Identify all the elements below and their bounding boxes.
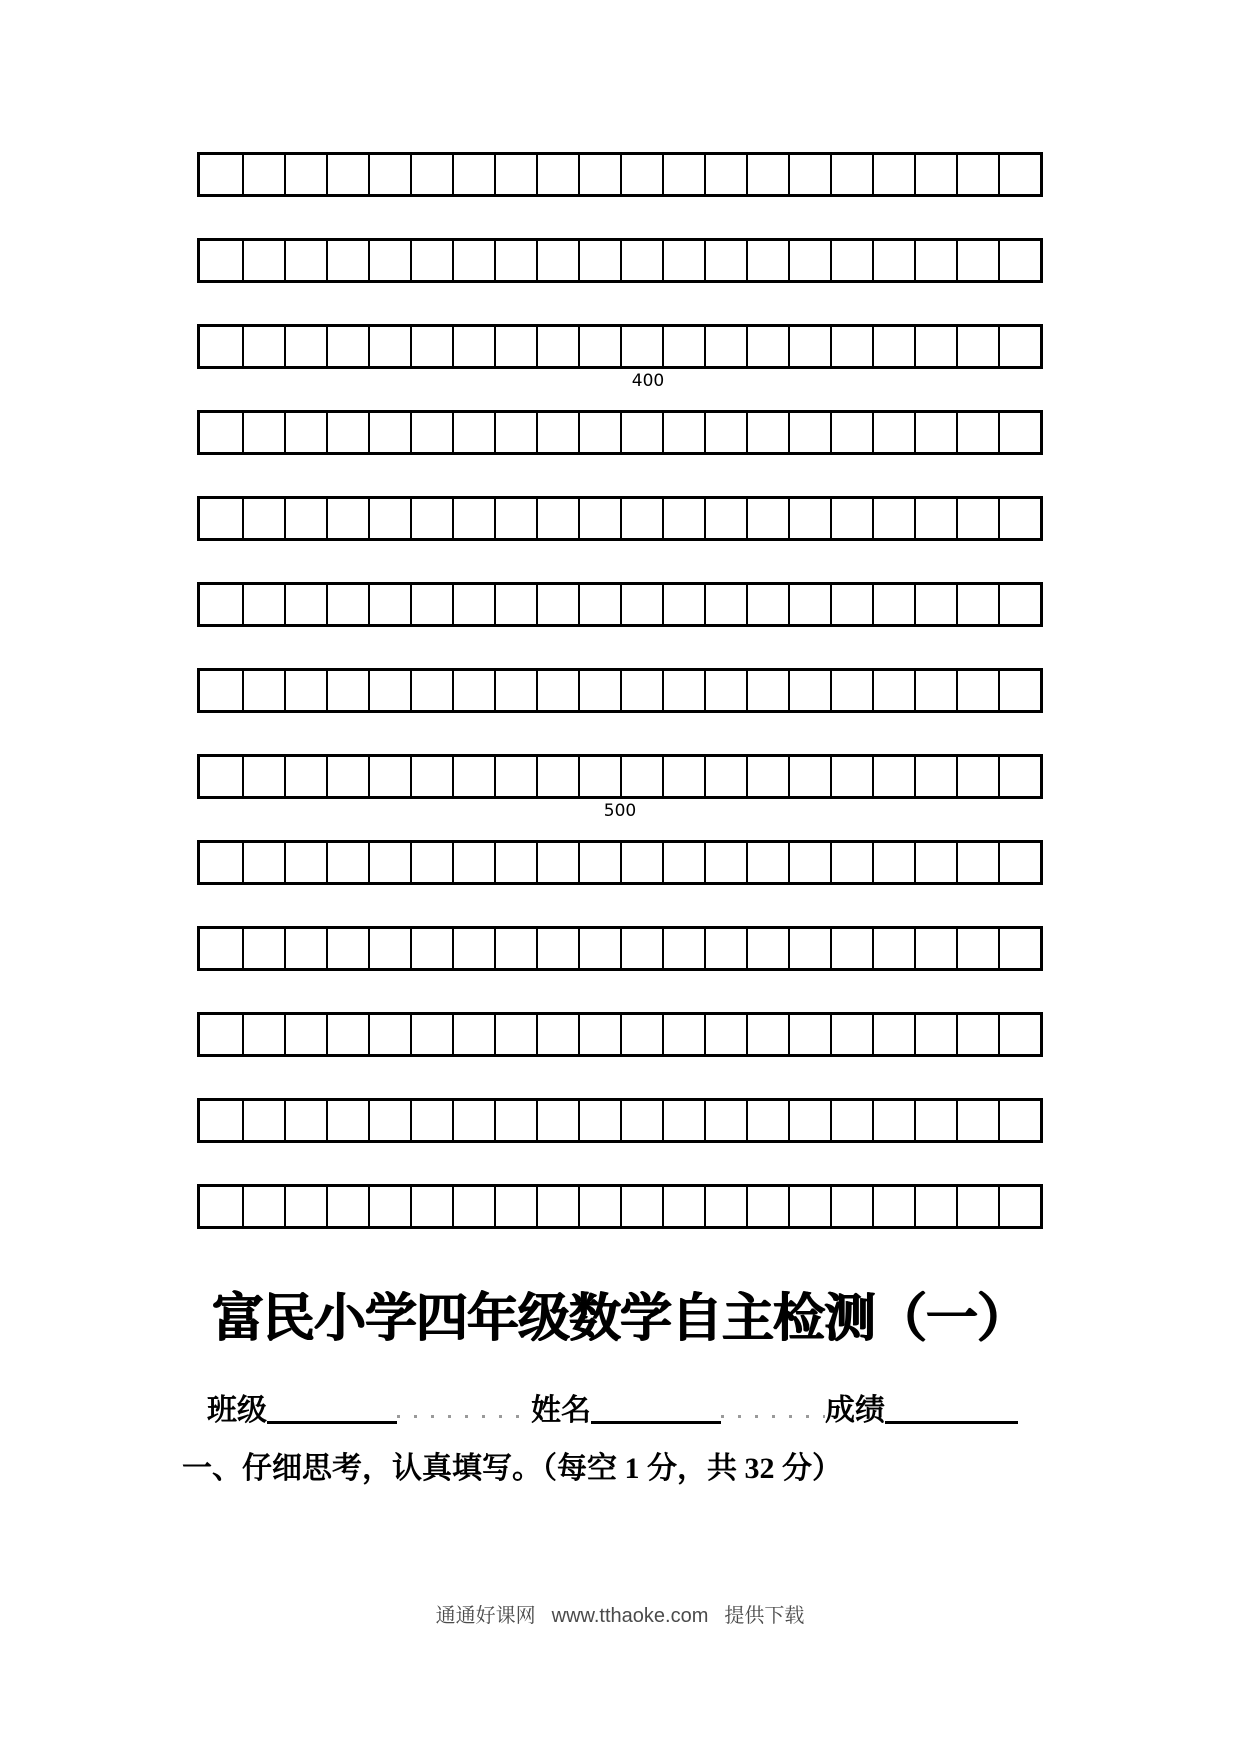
grid-cell (956, 671, 998, 710)
grid-row (197, 926, 1043, 971)
grid-cell (494, 843, 536, 882)
grid-row (197, 1012, 1043, 1057)
leader-dots (397, 1415, 531, 1418)
grid-cell (620, 327, 662, 366)
grid-cell (452, 327, 494, 366)
grid-cell (494, 1015, 536, 1054)
grid-cell (704, 1187, 746, 1226)
grid-cell (452, 671, 494, 710)
grid-cell (914, 155, 956, 194)
grid-cell (914, 241, 956, 280)
grid-cell (494, 585, 536, 624)
grid-cell (998, 327, 1040, 366)
grid-row (197, 324, 1043, 369)
grid-cell (326, 413, 368, 452)
grid-cell (662, 413, 704, 452)
grid-cell (704, 929, 746, 968)
grid-cell (242, 1101, 284, 1140)
grid-cell (620, 585, 662, 624)
section-heading: 一、仔细思考，认真填写。（每空 1 分，共 32 分） (182, 1452, 842, 1485)
grid-cell (494, 1187, 536, 1226)
grid-cell (578, 241, 620, 280)
grid-cell (578, 843, 620, 882)
grid-cell (368, 413, 410, 452)
grid-cell (368, 1015, 410, 1054)
grid-cell (956, 241, 998, 280)
grid-cell (620, 757, 662, 796)
grid-cell (830, 585, 872, 624)
grid-cell (830, 757, 872, 796)
name-field-label: 姓名 (531, 1394, 591, 1427)
grid-cell (494, 155, 536, 194)
grid-cell (662, 757, 704, 796)
grid-cell (956, 1187, 998, 1226)
grid-cell (956, 1101, 998, 1140)
grid-cell (578, 1101, 620, 1140)
grid-cell (998, 241, 1040, 280)
grid-cell (284, 1015, 326, 1054)
grid-cell (452, 499, 494, 538)
grid-cell (662, 671, 704, 710)
grid-cell (872, 327, 914, 366)
grid-cell (536, 843, 578, 882)
grid-cell (242, 499, 284, 538)
grid-cell (242, 585, 284, 624)
grid-cell (746, 413, 788, 452)
writing-grid (197, 152, 1043, 1270)
grid-cell (284, 241, 326, 280)
grid-cell (368, 671, 410, 710)
grid-cell (998, 585, 1040, 624)
grid-cell (200, 757, 242, 796)
grid-cell (872, 929, 914, 968)
student-info-row (207, 1392, 1018, 1426)
grid-cell (620, 241, 662, 280)
grid-cell (200, 843, 242, 882)
grid-cell (326, 929, 368, 968)
grid-cell (956, 757, 998, 796)
grid-cell (368, 1101, 410, 1140)
grid-cell (704, 499, 746, 538)
grid-cell (452, 585, 494, 624)
grid-cell (200, 1187, 242, 1226)
grid-cell (284, 757, 326, 796)
grid-cell (998, 671, 1040, 710)
grid-cell (704, 1101, 746, 1140)
grid-cell (200, 499, 242, 538)
grid-cell (200, 155, 242, 194)
grid-cell (746, 585, 788, 624)
grid-cell (242, 843, 284, 882)
grid-cell (704, 757, 746, 796)
grid-cell (662, 929, 704, 968)
grid-cell (704, 241, 746, 280)
grid-cell (704, 843, 746, 882)
grid-cell (830, 413, 872, 452)
grid-cell (746, 1101, 788, 1140)
grid-cell (452, 1187, 494, 1226)
grid-cell (830, 1101, 872, 1140)
grid-cell (494, 757, 536, 796)
grid-cell (830, 1015, 872, 1054)
grid-cell (326, 843, 368, 882)
grid-cell (620, 671, 662, 710)
footer-site-name: 通通好课网 (435, 1605, 536, 1627)
grid-cell (914, 327, 956, 366)
grid-cell (788, 499, 830, 538)
grid-cell (326, 1187, 368, 1226)
grid-cell (914, 585, 956, 624)
grid-cell (536, 155, 578, 194)
grid-cell (704, 671, 746, 710)
name-field-blank (591, 1421, 721, 1424)
grid-cell (200, 327, 242, 366)
class-field-blank (267, 1421, 397, 1424)
grid-cell (200, 1015, 242, 1054)
grid-cell (956, 843, 998, 882)
grid-cell (452, 843, 494, 882)
grid-cell (578, 671, 620, 710)
grid-cell (494, 413, 536, 452)
grid-cell (368, 929, 410, 968)
grid-row (197, 1184, 1043, 1229)
grid-cell (830, 671, 872, 710)
grid-cell (284, 155, 326, 194)
grid-cell (578, 413, 620, 452)
grid-cell (494, 327, 536, 366)
grid-cell (956, 499, 998, 538)
grid-cell (914, 757, 956, 796)
grid-cell (578, 929, 620, 968)
grid-cell (704, 413, 746, 452)
grid-cell (200, 929, 242, 968)
grid-cell (326, 155, 368, 194)
grid-cell (662, 327, 704, 366)
grid-cell (410, 843, 452, 882)
grid-cell (956, 1015, 998, 1054)
grid-cell (662, 585, 704, 624)
grid-cell (662, 1015, 704, 1054)
grid-cell (746, 241, 788, 280)
grid-cell (872, 1187, 914, 1226)
grid-cell (578, 1187, 620, 1226)
grid-cell (914, 499, 956, 538)
grid-cell (200, 413, 242, 452)
grid-row (197, 668, 1043, 713)
grid-cell (998, 929, 1040, 968)
grid-cell (872, 757, 914, 796)
grid-cell (914, 1187, 956, 1226)
grid-cell (284, 671, 326, 710)
grid-cell (830, 843, 872, 882)
grid-cell (788, 413, 830, 452)
grid-cell (200, 1101, 242, 1140)
grid-cell (704, 155, 746, 194)
grid-cell (620, 155, 662, 194)
grid-cell (662, 843, 704, 882)
grid-cell (536, 1187, 578, 1226)
grid-cell (200, 241, 242, 280)
grid-cell (830, 327, 872, 366)
grid-cell (284, 499, 326, 538)
grid-cell (788, 1101, 830, 1140)
grid-cell (662, 155, 704, 194)
grid-row (197, 1098, 1043, 1143)
grid-cell (872, 671, 914, 710)
grid-cell (242, 1187, 284, 1226)
grid-cell (242, 327, 284, 366)
grid-cell (410, 585, 452, 624)
grid-cell (746, 155, 788, 194)
grid-cell (662, 499, 704, 538)
grid-cell (536, 929, 578, 968)
char-count-marker: 500 (603, 801, 637, 821)
grid-cell (494, 671, 536, 710)
grid-cell (746, 499, 788, 538)
grid-cell (662, 241, 704, 280)
grid-cell (956, 327, 998, 366)
page-footer (0, 1604, 1240, 1628)
grid-cell (452, 155, 494, 194)
grid-cell (494, 929, 536, 968)
grid-cell (200, 585, 242, 624)
grid-cell (872, 1101, 914, 1140)
grid-cell (536, 413, 578, 452)
grid-cell (998, 757, 1040, 796)
grid-cell (788, 241, 830, 280)
grid-cell (830, 929, 872, 968)
grid-cell (662, 1187, 704, 1226)
grid-cell (326, 1015, 368, 1054)
grid-cell (620, 413, 662, 452)
grid-cell (284, 585, 326, 624)
grid-cell (620, 1015, 662, 1054)
grid-cell (494, 1101, 536, 1140)
grid-cell (914, 671, 956, 710)
grid-cell (746, 843, 788, 882)
grid-cell (788, 671, 830, 710)
grid-cell (536, 327, 578, 366)
grid-cell (410, 1015, 452, 1054)
grid-cell (410, 155, 452, 194)
grid-cell (788, 757, 830, 796)
grid-cell (536, 757, 578, 796)
grid-cell (452, 929, 494, 968)
grid-cell (578, 327, 620, 366)
grid-cell (620, 1101, 662, 1140)
page-title: 富民小学四年级数学自主检测（一） (211, 1291, 1028, 1348)
grid-cell (494, 241, 536, 280)
grid-cell (914, 413, 956, 452)
grid-cell (746, 929, 788, 968)
grid-row (197, 754, 1043, 799)
grid-row (197, 152, 1043, 197)
grid-cell (998, 1101, 1040, 1140)
grid-cell (578, 499, 620, 538)
grid-cell (872, 155, 914, 194)
grid-cell (956, 155, 998, 194)
grid-cell (746, 327, 788, 366)
grid-cell (872, 843, 914, 882)
grid-row (197, 496, 1043, 541)
grid-cell (536, 1101, 578, 1140)
grid-cell (998, 499, 1040, 538)
grid-cell (914, 843, 956, 882)
grid-row (197, 410, 1043, 455)
grid-cell (746, 1187, 788, 1226)
grid-cell (704, 585, 746, 624)
grid-cell (704, 327, 746, 366)
grid-cell (788, 843, 830, 882)
grid-cell (200, 671, 242, 710)
grid-cell (578, 155, 620, 194)
grid-cell (788, 585, 830, 624)
footer-download-note: 提供下载 (724, 1605, 805, 1627)
grid-cell (872, 241, 914, 280)
grid-cell (326, 1101, 368, 1140)
grid-cell (578, 757, 620, 796)
grid-cell (788, 155, 830, 194)
grid-cell (578, 1015, 620, 1054)
grid-cell (326, 671, 368, 710)
grid-cell (914, 929, 956, 968)
grid-cell (998, 843, 1040, 882)
leader-dots (721, 1415, 825, 1418)
grid-cell (368, 585, 410, 624)
grid-row (197, 582, 1043, 627)
grid-cell (620, 843, 662, 882)
grid-cell (368, 1187, 410, 1226)
grid-cell (746, 1015, 788, 1054)
score-field-label: 成绩 (825, 1394, 885, 1427)
grid-cell (284, 1101, 326, 1140)
grid-cell (242, 757, 284, 796)
grid-cell (956, 585, 998, 624)
grid-cell (410, 327, 452, 366)
grid-cell (410, 241, 452, 280)
grid-cell (830, 1187, 872, 1226)
grid-cell (578, 585, 620, 624)
grid-cell (284, 1187, 326, 1226)
grid-cell (746, 671, 788, 710)
grid-cell (872, 499, 914, 538)
grid-cell (410, 499, 452, 538)
grid-cell (914, 1101, 956, 1140)
grid-cell (284, 413, 326, 452)
grid-cell (452, 413, 494, 452)
grid-cell (536, 241, 578, 280)
grid-cell (326, 241, 368, 280)
grid-cell (494, 499, 536, 538)
grid-cell (242, 241, 284, 280)
grid-cell (326, 585, 368, 624)
grid-cell (284, 929, 326, 968)
grid-cell (242, 413, 284, 452)
class-field-label: 班级 (207, 1394, 267, 1427)
grid-cell (410, 671, 452, 710)
grid-cell (410, 413, 452, 452)
grid-cell (830, 155, 872, 194)
grid-cell (998, 413, 1040, 452)
score-field-blank (885, 1421, 1018, 1424)
grid-cell (830, 241, 872, 280)
grid-cell (242, 155, 284, 194)
grid-cell (242, 671, 284, 710)
grid-cell (536, 499, 578, 538)
grid-cell (872, 413, 914, 452)
grid-cell (368, 757, 410, 796)
grid-cell (242, 929, 284, 968)
grid-cell (536, 1015, 578, 1054)
grid-cell (326, 327, 368, 366)
grid-cell (620, 499, 662, 538)
grid-cell (662, 1101, 704, 1140)
grid-cell (452, 1015, 494, 1054)
grid-cell (872, 585, 914, 624)
grid-cell (368, 843, 410, 882)
grid-cell (788, 929, 830, 968)
footer-url: www.tthaoke.com (551, 1605, 709, 1627)
grid-cell (956, 929, 998, 968)
grid-cell (830, 499, 872, 538)
grid-cell (368, 155, 410, 194)
grid-row (197, 238, 1043, 283)
grid-cell (998, 155, 1040, 194)
grid-cell (452, 241, 494, 280)
grid-cell (788, 1187, 830, 1226)
grid-row (197, 840, 1043, 885)
grid-cell (326, 757, 368, 796)
grid-cell (536, 585, 578, 624)
grid-cell (872, 1015, 914, 1054)
grid-cell (788, 1015, 830, 1054)
char-count-marker: 400 (631, 371, 665, 391)
grid-cell (410, 929, 452, 968)
grid-cell (620, 929, 662, 968)
grid-cell (368, 499, 410, 538)
grid-cell (788, 327, 830, 366)
grid-cell (368, 241, 410, 280)
grid-cell (998, 1187, 1040, 1226)
grid-cell (620, 1187, 662, 1226)
grid-cell (536, 671, 578, 710)
grid-cell (746, 757, 788, 796)
grid-cell (284, 843, 326, 882)
grid-cell (914, 1015, 956, 1054)
grid-cell (284, 327, 326, 366)
grid-cell (998, 1015, 1040, 1054)
grid-cell (242, 1015, 284, 1054)
grid-cell (410, 757, 452, 796)
grid-cell (704, 1015, 746, 1054)
grid-cell (956, 413, 998, 452)
grid-cell (410, 1101, 452, 1140)
grid-cell (410, 1187, 452, 1226)
grid-cell (452, 757, 494, 796)
grid-cell (368, 327, 410, 366)
grid-cell (326, 499, 368, 538)
grid-cell (452, 1101, 494, 1140)
